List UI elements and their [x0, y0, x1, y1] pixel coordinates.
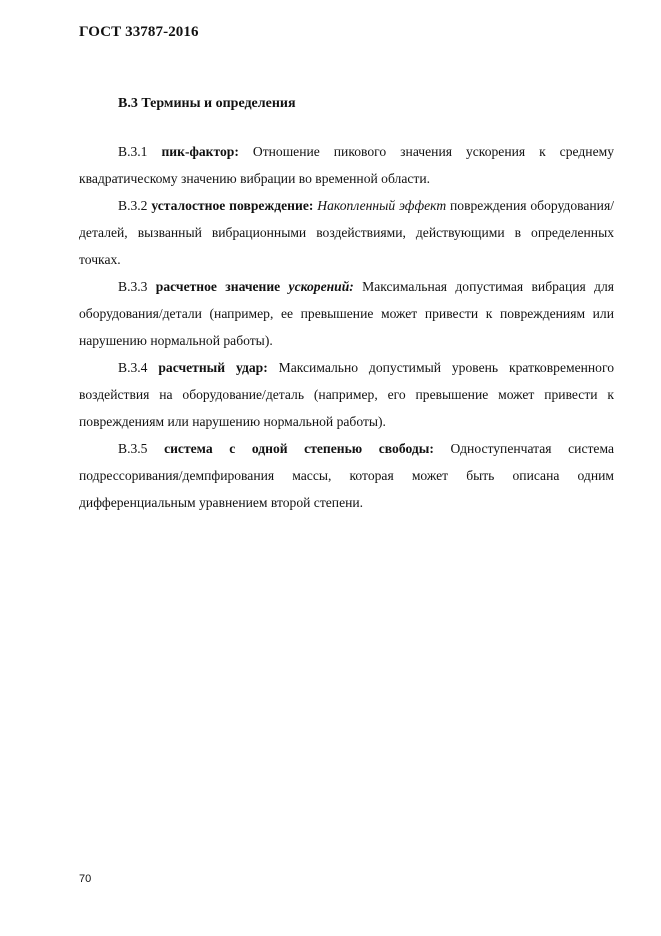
page-number: 70 — [79, 873, 92, 885]
term-paragraph-3-3 — [79, 273, 614, 354]
term-name: расчетный удар: — [158, 360, 268, 375]
term-name: усталостное повреждение: — [151, 198, 314, 213]
term-definition: повреждения оборудования/деталей, вызванный вибрационными воздействиями, действующими в определенных точках. — [79, 198, 614, 267]
term-paragraph-3-1 — [79, 138, 614, 192]
term-definition: Отношение пикового значения ускорения к среднему квадратическому значению вибрации во временной области. — [79, 144, 614, 186]
clause-number: В.3.3 — [118, 279, 148, 294]
term-paragraph-3-4 — [79, 354, 614, 435]
clause-number: В.3.4 — [118, 360, 148, 375]
clause-number: В.3.2 — [118, 198, 148, 213]
term-definition-italic: Накопленный эффект — [317, 198, 447, 213]
clause-number: В.3.5 — [118, 441, 148, 456]
term-paragraph-3-2 — [79, 192, 614, 273]
clause-number: В.3.1 — [118, 144, 148, 159]
term-definition: Одноступенчатая система подрессоривания/демпфирования массы, которая может быть описана одним дифференциальным уравнением второй степени. — [79, 441, 614, 510]
section-title: В.3 Термины и определения — [118, 96, 296, 111]
term-name-italic: ускорений: — [288, 279, 354, 294]
section-body — [79, 138, 614, 516]
term-name: расчетное значение — [155, 279, 281, 294]
term-definition: Максимальная допустимая вибрация для оборудования/детали (например, ее превышение может привести к повреждениям или нарушению нормальной работы). — [79, 279, 615, 348]
document-header: ГОСТ 33787-2016 — [79, 24, 199, 40]
term-name: система с одной степенью свободы: — [164, 441, 434, 456]
term-name: пик-фактор: — [161, 144, 239, 159]
term-paragraph-3-5 — [79, 435, 614, 516]
term-definition: Максимально допустимый уровень кратковременного воздействия на оборудование/деталь (например, его превышение может привести к повреждениям или нарушению нормальной работы). — [79, 360, 614, 429]
